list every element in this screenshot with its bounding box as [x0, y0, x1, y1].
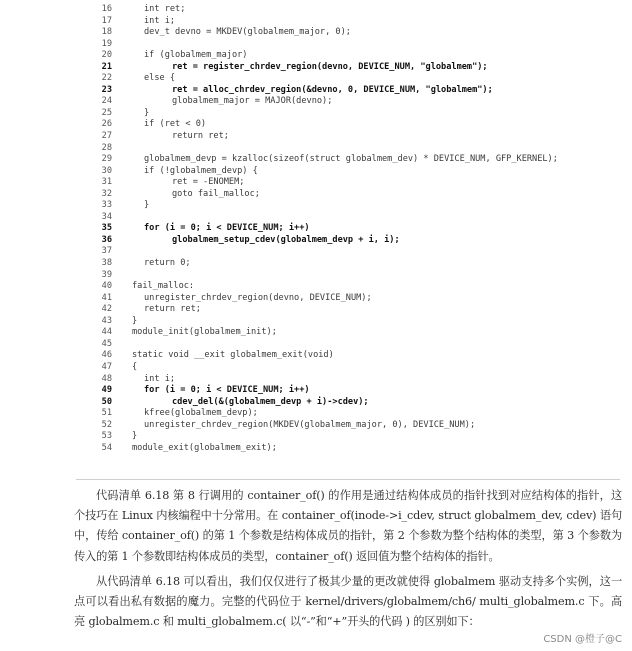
line-number: 19 [101, 38, 112, 49]
line-number: 22 [101, 73, 112, 84]
code-line [94, 189, 614, 201]
line-number: 41 [101, 292, 112, 303]
line-number: 54 [101, 442, 112, 453]
code-line [94, 143, 614, 155]
paragraph-container-of: 代码清单 6.18 第 8 行调用的 container_of() 的作用是通过结构体成员的指针找到对应结构体的指针，这个技巧在 Linux 内核编程中十分常用。在 container_of(inode->i_cdev, struct globalmem_dev, cdev) 语句中，传给 container_of() 的第 1 个参数是结构体成员的指针，第 2 个参数为整个结构体的类型，第 3 个参数为传入的第 1 个参数即结构体成员的类型，container_of() 返回值为整个结构体的指针。 [74, 489, 622, 563]
code-text: unregister_chrdev_region(MKDEV(globalmem_major, 0), DEVICE_NUM); [144, 419, 476, 430]
code-line [94, 4, 614, 16]
code-line [94, 200, 614, 212]
code-text: globalmem_devp = kzalloc(sizeof(struct globalmem_dev) * DEVICE_NUM, GFP_KERNEL); [144, 154, 558, 165]
code-line [94, 350, 614, 362]
line-number: 28 [101, 142, 112, 153]
code-line [94, 304, 614, 316]
code-line [94, 443, 614, 455]
code-line [94, 362, 614, 374]
code-text: module_exit(globalmem_exit); [132, 442, 277, 453]
paragraph-multi-instance: 从代码清单 6.18 可以看出，我们仅仅进行了极其少量的更改就使得 globalmem 驱动支持多个实例，这一点可以看出私有数据的魔力。完整的代码位于 kernel/drivers/globalmem/ch6/ multi_globalmem.c 下。高亮 globalmem.c 和 multi_globalmem.c( 以“-”和“+”开头的代码 ) 的区别如下： [74, 574, 622, 629]
code-text: ret = alloc_chrdev_region(&devno, 0, DEVICE_NUM, "globalmem"); [172, 84, 493, 95]
code-line [94, 235, 614, 247]
code-text: globalmem_major = MAJOR(devno); [172, 96, 333, 107]
code-line [94, 293, 614, 305]
line-number: 43 [101, 315, 112, 326]
code-line [94, 154, 614, 166]
code-text: unregister_chrdev_region(devno, DEVICE_NUM); [144, 292, 372, 303]
code-text: } [132, 315, 138, 326]
code-line [94, 258, 614, 270]
code-text: else { [144, 73, 176, 84]
code-line [94, 316, 614, 328]
code-line [94, 16, 614, 28]
code-line [94, 166, 614, 178]
line-number: 46 [101, 350, 112, 361]
code-text: if (globalmem_major) [144, 50, 248, 61]
code-text: dev_t devno = MKDEV(globalmem_major, 0); [144, 27, 351, 38]
code-text: cdev_del(&(globalmem_devp + i)->cdev); [172, 396, 369, 407]
code-line [94, 73, 614, 85]
line-number: 42 [101, 304, 112, 315]
line-number: 45 [101, 338, 112, 349]
code-text: if (ret < 0) [144, 119, 207, 130]
code-line [94, 39, 614, 51]
line-number: 21 [101, 61, 112, 72]
line-number: 38 [101, 258, 112, 269]
code-text: } [132, 431, 138, 442]
code-line [94, 339, 614, 351]
code-text: ret = -ENOMEM; [172, 177, 245, 188]
code-text: int i; [144, 373, 176, 384]
code-line [94, 223, 614, 235]
code-text: fail_malloc: [132, 281, 195, 292]
line-number: 16 [101, 4, 112, 14]
code-line [94, 62, 614, 74]
line-number: 51 [101, 408, 112, 419]
code-text: for (i = 0; i < DEVICE_NUM; i++) [144, 223, 310, 234]
code-line [94, 50, 614, 62]
line-number: 23 [101, 84, 112, 95]
line-number: 40 [101, 281, 112, 292]
code-listing [94, 4, 614, 454]
line-number: 35 [101, 223, 112, 234]
line-number: 36 [101, 234, 112, 245]
line-number: 24 [101, 96, 112, 107]
line-number: 17 [101, 15, 112, 26]
line-number: 27 [101, 131, 112, 142]
code-divider [76, 479, 620, 480]
line-number: 53 [101, 431, 112, 442]
code-text: module_init(globalmem_init); [132, 327, 277, 338]
code-line [94, 27, 614, 39]
code-text: int ret; [144, 4, 186, 14]
line-number: 25 [101, 107, 112, 118]
code-line [94, 408, 614, 420]
code-text: return ret; [144, 304, 201, 315]
code-line [94, 374, 614, 386]
line-number: 33 [101, 200, 112, 211]
line-number: 49 [101, 385, 112, 396]
code-line [94, 212, 614, 224]
code-line [94, 385, 614, 397]
line-number: 26 [101, 119, 112, 130]
prose-section [74, 486, 622, 637]
code-line [94, 131, 614, 143]
line-number: 32 [101, 188, 112, 199]
line-number: 18 [101, 27, 112, 38]
code-text: static void __exit globalmem_exit(void) [132, 350, 334, 361]
code-text: kfree(globalmem_devp); [144, 408, 258, 419]
code-text: int i; [144, 15, 176, 26]
line-number: 44 [101, 327, 112, 338]
code-text: globalmem_setup_cdev(globalmem_devp + i, i); [172, 234, 400, 245]
code-line [94, 85, 614, 97]
code-line [94, 327, 614, 339]
code-line [94, 420, 614, 432]
csdn-watermark: CSDN @橙子@C [541, 630, 624, 645]
code-line [94, 119, 614, 131]
line-number: 48 [101, 373, 112, 384]
code-line [94, 281, 614, 293]
line-number: 34 [101, 211, 112, 222]
line-number: 37 [101, 246, 112, 257]
code-text: { [132, 361, 138, 372]
line-number: 39 [101, 269, 112, 280]
code-text: if (!globalmem_devp) { [144, 165, 258, 176]
code-line [94, 177, 614, 189]
line-number: 20 [101, 50, 112, 61]
line-number: 52 [101, 419, 112, 430]
code-line [94, 96, 614, 108]
code-text: return ret; [172, 131, 229, 142]
code-line [94, 246, 614, 258]
line-number: 29 [101, 154, 112, 165]
code-text: ret = register_chrdev_region(devno, DEVICE_NUM, "globalmem"); [172, 61, 488, 72]
line-number: 31 [101, 177, 112, 188]
code-text: } [144, 107, 150, 118]
line-number: 30 [101, 165, 112, 176]
line-number: 50 [101, 396, 112, 407]
code-text: return 0; [144, 258, 191, 269]
code-text: for (i = 0; i < DEVICE_NUM; i++) [144, 385, 310, 396]
code-line [94, 108, 614, 120]
line-number: 47 [101, 361, 112, 372]
code-line [94, 270, 614, 282]
code-line [94, 397, 614, 409]
code-text: } [144, 200, 150, 211]
code-line [94, 431, 614, 443]
code-text: goto fail_malloc; [172, 188, 260, 199]
